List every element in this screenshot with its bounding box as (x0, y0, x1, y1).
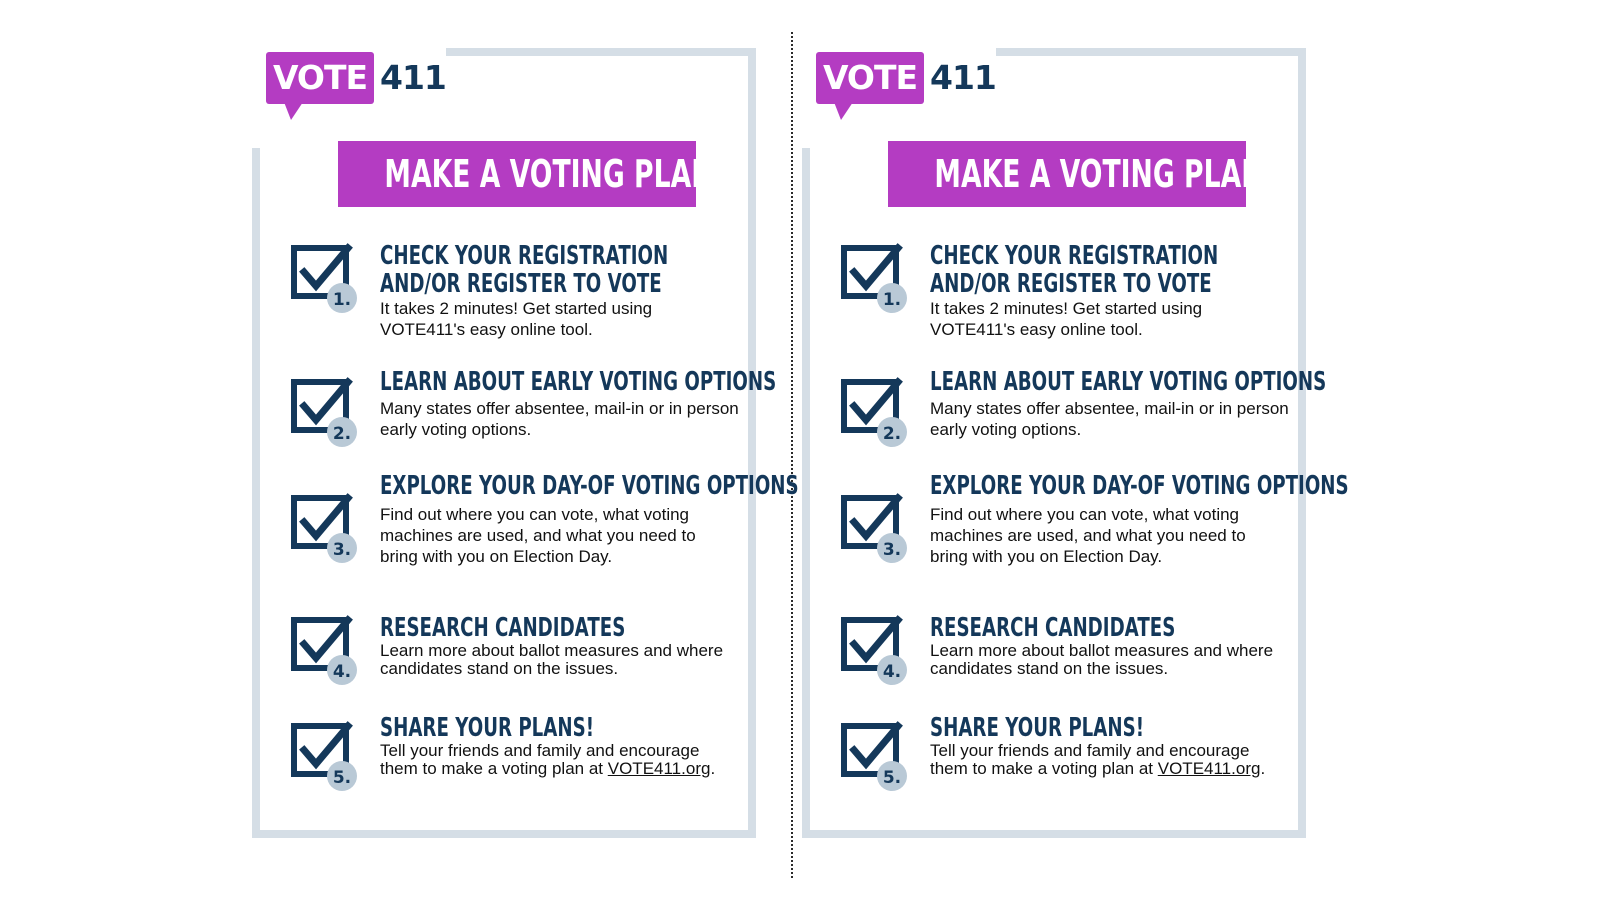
step-number: 1. (882, 290, 902, 310)
step-description: Learn more about ballot measures and where candidates stand on the issues. (930, 641, 1274, 678)
vote411-logo (266, 52, 446, 122)
step-title: EXPLORE YOUR DAY-OF VOTING OPTIONS (930, 471, 1349, 501)
step-number: 2. (882, 424, 902, 444)
checkbox-icon (840, 376, 912, 448)
step-description (380, 742, 740, 778)
voting-plan-card-left (256, 48, 799, 868)
step-description: It takes 2 minutes! Get started using VOTE411's easy online tool. (380, 299, 653, 339)
step-description-suffix: . (710, 759, 716, 778)
step-number: 3. (332, 540, 352, 560)
make-a-voting-plan-banner (338, 141, 714, 207)
step-description-suffix: . (1260, 759, 1266, 778)
step-description: Find out where you can vote, what voting machines are used, and what you need to bring with you on Election Day. (380, 505, 696, 566)
step-description-text: Tell your friends and family and encourage them to make a voting plan at (930, 741, 1250, 778)
logo-bubble-tail (284, 102, 303, 120)
step-description (930, 742, 1290, 778)
step-title: CHECK YOUR REGISTRATION AND/OR REGISTER TO VOTE (930, 241, 1219, 299)
checkbox-icon (840, 720, 912, 792)
step-title: RESEARCH CANDIDATES (930, 613, 1176, 643)
step-description-text: Tell your friends and family and encourage them to make a voting plan at (380, 741, 700, 778)
checkbox-icon (290, 614, 362, 686)
step-title: RESEARCH CANDIDATES (380, 613, 626, 643)
vote411-link[interactable]: VOTE411.org (1157, 759, 1261, 778)
step-description: Find out where you can vote, what voting machines are used, and what you need to bring with you on Election Day. (930, 505, 1246, 566)
step-number: 3. (882, 540, 902, 560)
step-number: 5. (332, 768, 352, 788)
step-number: 5. (882, 768, 902, 788)
logo-bubble-tail (834, 102, 853, 120)
step-title: SHARE YOUR PLANS! (380, 713, 595, 743)
step-title: LEARN ABOUT EARLY VOTING OPTIONS (380, 367, 777, 397)
step-description: Learn more about ballot measures and where candidates stand on the issues. (380, 641, 724, 678)
checkbox-icon (290, 492, 362, 564)
step-title: LEARN ABOUT EARLY VOTING OPTIONS (930, 367, 1327, 397)
center-divider (791, 32, 793, 878)
logo-vote-text: VOTE (272, 58, 368, 97)
vote411-logo (816, 52, 996, 122)
step-title: CHECK YOUR REGISTRATION AND/OR REGISTER TO VOTE (380, 241, 669, 299)
banner-title: MAKE A VOTING PLAN (934, 152, 1264, 196)
checkbox-icon (290, 720, 362, 792)
checkbox-icon (840, 492, 912, 564)
checkbox-icon (840, 242, 912, 314)
checkbox-icon (290, 376, 362, 448)
checkbox-icon (290, 242, 362, 314)
checkbox-icon (840, 614, 912, 686)
vote411-link[interactable]: VOTE411.org (607, 759, 711, 778)
step-description: Many states offer absentee, mail-in or in person early voting options. (380, 399, 739, 439)
step-title: SHARE YOUR PLANS! (930, 713, 1145, 743)
step-description: It takes 2 minutes! Get started using VOTE411's easy online tool. (930, 299, 1203, 339)
step-number: 4. (332, 662, 352, 682)
banner-title: MAKE A VOTING PLAN (384, 152, 714, 196)
step-title: EXPLORE YOUR DAY-OF VOTING OPTIONS (380, 471, 799, 501)
step-number: 4. (882, 662, 902, 682)
step-number: 1. (332, 290, 352, 310)
voting-plan-card-right (806, 48, 1349, 868)
make-a-voting-plan-banner (888, 141, 1264, 207)
step-number: 2. (332, 424, 352, 444)
step-description: Many states offer absentee, mail-in or in person early voting options. (930, 399, 1289, 439)
logo-number-text: 411 (930, 58, 996, 97)
logo-number-text: 411 (380, 58, 446, 97)
logo-vote-text: VOTE (822, 58, 918, 97)
